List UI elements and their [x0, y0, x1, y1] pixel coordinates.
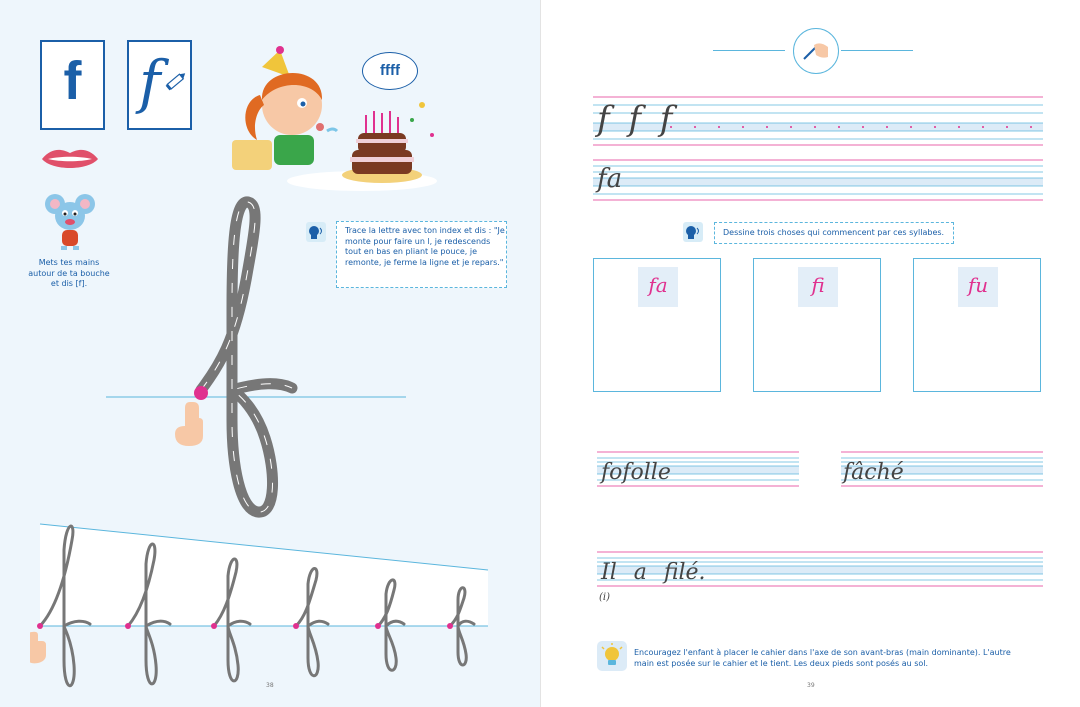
word-fache: fâché — [843, 460, 904, 485]
mouth-caption: Mets tes mains autour de ta bouche et dis [f]. — [28, 258, 110, 288]
lips-icon — [40, 145, 100, 173]
line-2-model: fa — [597, 164, 623, 194]
tip-text: Encouragez l'enfant à placer le cahier dans l'axe de son avant-bras (main dominante). L'autre main est posée sur le cahier et le tient. Les deux pieds sont posés au sol. — [634, 648, 1011, 668]
drawing-box-fu[interactable] — [913, 258, 1041, 392]
hand-writing-header — [713, 28, 913, 68]
sentence-model: Il a filé. — [601, 560, 706, 585]
word-fofolle: fofolle — [601, 460, 671, 485]
drawing-instruction-text: Dessine trois choses qui commencent par ces syllabes. — [723, 228, 945, 237]
pencil-icon — [163, 68, 189, 94]
f-tracing-row — [30, 520, 490, 700]
syllable-label-fi: fi — [798, 267, 838, 307]
syllable-label-fu: fu — [958, 267, 998, 307]
speech-bubble — [362, 52, 418, 90]
sentence-hint: (i) — [599, 592, 611, 603]
drawing-box-fa[interactable] — [593, 258, 721, 392]
line-1-model: f f f — [597, 99, 677, 139]
drawing-box-fi[interactable] — [753, 258, 881, 392]
cursive-letter-card — [127, 40, 192, 130]
page-number-right: 39 — [807, 682, 815, 689]
mouse-character — [45, 190, 95, 252]
instruction-text: Trace la lettre avec ton index et dis : "Je monte pour faire un l, je redescends tout en bas en pliant le pouce, je remonte, je ferme la ligne et je repars." — [345, 226, 505, 267]
print-letter-card — [40, 40, 105, 130]
big-f-tracing-guide — [100, 190, 430, 530]
syllable-label-fa: fa — [638, 267, 678, 307]
writing-line-2 — [593, 158, 1043, 204]
speaking-head-icon — [683, 222, 703, 242]
lightbulb-icon — [597, 641, 627, 671]
right-page — [540, 0, 1080, 707]
print-letter: f — [63, 51, 82, 111]
hand-writing-icon — [793, 28, 839, 74]
page-number-left: 38 — [266, 682, 274, 689]
cursive-letter: f — [139, 48, 161, 116]
speech-bubble-text: ffff — [380, 62, 400, 79]
drawing-instruction-box — [714, 222, 954, 244]
